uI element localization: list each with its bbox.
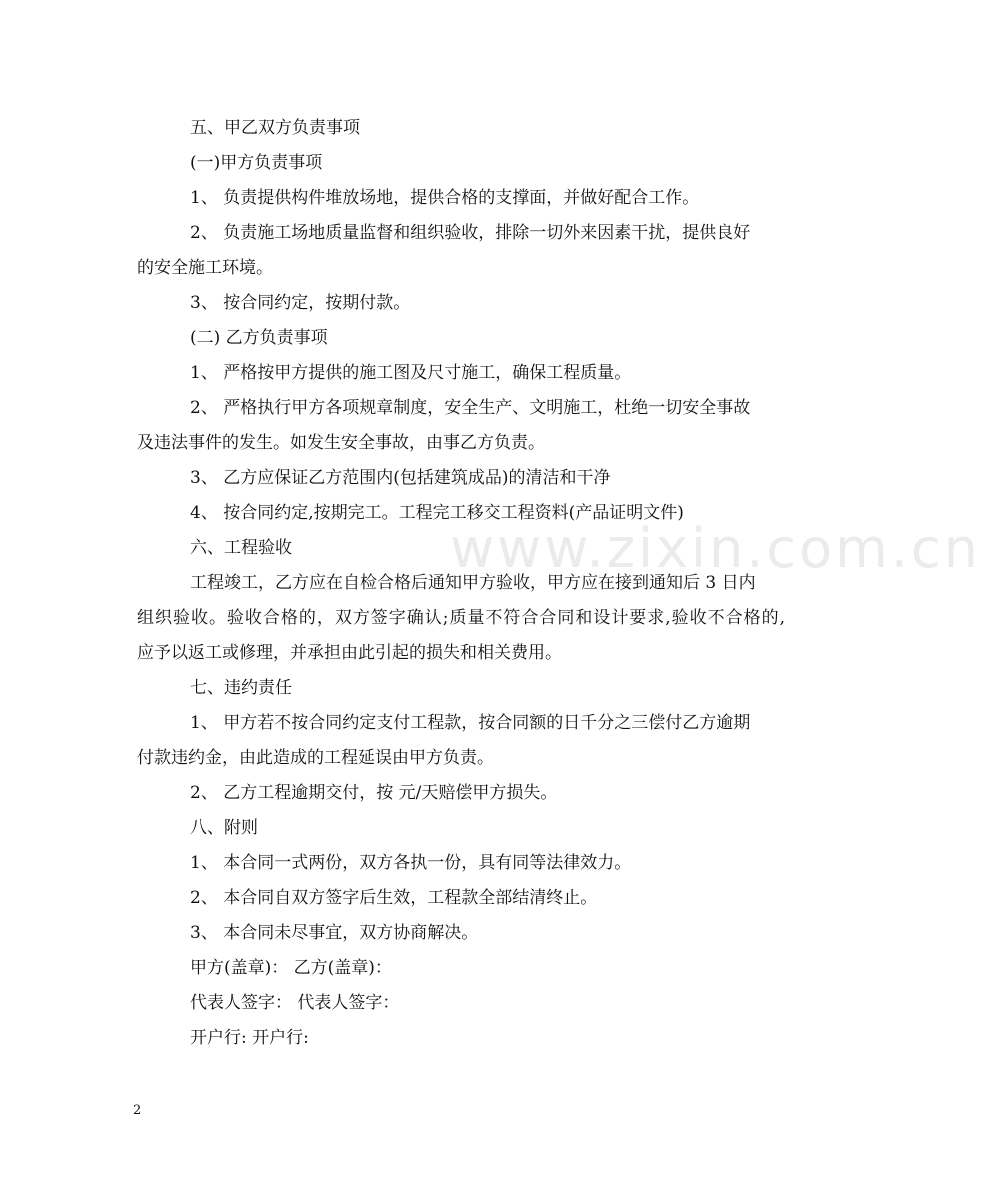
paragraph-line: 组织验收。验收合格的，双方签字确认;质量不符合合同和设计要求,验收不合格的, <box>137 608 785 628</box>
section-heading-6: 六、工程验收 <box>190 538 292 558</box>
page-number: 2 <box>133 1103 142 1118</box>
paragraph-line: 3、 本合同未尽事宜，双方协商解决。 <box>190 923 479 943</box>
paragraph-line: 3、 按合同约定，按期付款。 <box>190 293 411 313</box>
signature-seal-line: 甲方(盖章)： 乙方(盖章)： <box>190 958 392 978</box>
paragraph-line: 3、 乙方应保证乙方范围内(包括建筑成品)的清洁和干净 <box>190 468 611 488</box>
section-heading-7: 七、违约责任 <box>190 678 292 698</box>
paragraph-line: 的安全施工环境。 <box>137 258 273 278</box>
paragraph-line: 1、 本合同一式两份，双方各执一份，具有同等法律效力。 <box>190 853 632 873</box>
paragraph-line: 付款违约金，由此造成的工程延误由甲方负责。 <box>137 748 494 768</box>
signature-bank-line: 开户行: 开户行: <box>190 1028 309 1048</box>
paragraph-line: 2、 严格执行甲方各项规章制度，安全生产、文明施工，杜绝一切安全事故 <box>190 398 751 418</box>
paragraph-line: 工程竣工，乙方应在自检合格后通知甲方验收，甲方应在接到通知后 3 日内 <box>190 573 756 593</box>
paragraph-line: 1、 严格按甲方提供的施工图及尺寸施工，确保工程质量。 <box>190 363 632 383</box>
subsection-heading-party-b: (二) 乙方负责事项 <box>190 328 328 348</box>
subsection-heading-party-a: (一)甲方负责事项 <box>190 153 323 173</box>
paragraph-line: 1、 负责提供构件堆放场地，提供合格的支撑面，并做好配合工作。 <box>190 188 700 208</box>
watermark: www.zixin.com.cn <box>450 517 981 580</box>
paragraph-line: 2、 负责施工场地质量监督和组织验收，排除一切外来因素干扰，提供良好 <box>190 223 751 243</box>
section-heading-5: 五、甲乙双方负责事项 <box>190 118 360 138</box>
paragraph-line: 及违法事件的发生。如发生安全事故，由事乙方负责。 <box>137 433 545 453</box>
paragraph-line: 1、 甲方若不按合同约定支付工程款，按合同额的日千分之三偿付乙方逾期 <box>190 713 751 733</box>
paragraph-line: 4、 按合同约定,按期完工。工程完工移交工程资料(产品证明文件) <box>190 503 684 523</box>
signature-representative-line: 代表人签字： 代表人签字： <box>190 993 400 1013</box>
paragraph-line: 2、 本合同自双方签字后生效，工程款全部结清终止。 <box>190 888 598 908</box>
paragraph-line: 2、 乙方工程逾期交付，按 元/天赔偿甲方损失。 <box>190 783 558 803</box>
section-heading-8: 八、附则 <box>190 818 258 838</box>
paragraph-line: 应予以返工或修理，并承担由此引起的损失和相关费用。 <box>137 643 562 663</box>
